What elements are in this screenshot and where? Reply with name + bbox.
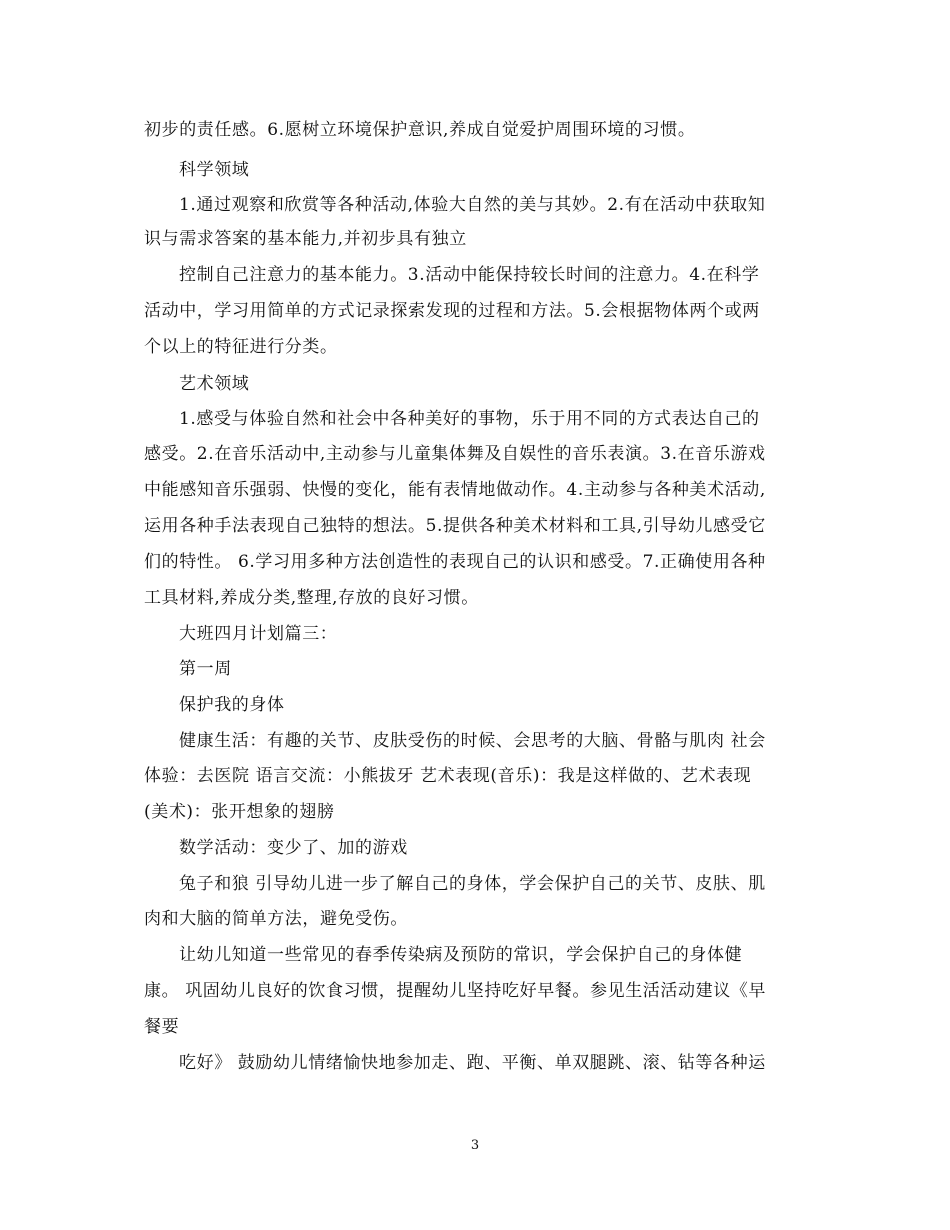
- page-number: 3: [470, 1138, 480, 1153]
- text-line: 健康生活：有趣的关节、皮肤受伤的时候、会思考的大脑、骨骼与肌肉 社会: [179, 731, 766, 751]
- text-line: 康。 巩固幼儿良好的饮食习惯，提醒幼儿坚持吃好早餐。参见生活活动建议《早: [144, 981, 767, 1001]
- section-heading: 科学领域: [179, 160, 250, 180]
- text-line: 兔子和狼 引导幼儿进一步了解自己的身体，学会保护自己的关节、皮肤、肌: [179, 874, 766, 894]
- section-heading: 大班四月计划篇三：: [179, 624, 338, 644]
- text-line: 运用各种手法表现自己独特的想法。5.提供各种美术材料和工具,引导幼儿感受它: [144, 516, 766, 536]
- text-line: 中能感知音乐强弱、快慢的变化，能有表情地做动作。4.主动参与各种美术活动,: [144, 480, 766, 500]
- section-heading: 保护我的身体: [179, 695, 285, 715]
- text-line: 活动中，学习用简单的方式记录探索发现的过程和方法。5.会根据物体两个或两: [144, 301, 760, 321]
- section-heading: 第一周: [179, 659, 232, 679]
- text-line: 工具材料,养成分类,整理,存放的良好习惯。: [144, 588, 479, 608]
- text-line: 体验：去医院 语言交流：小熊拔牙 艺术表现(音乐)：我是这样做的、艺术表现: [144, 766, 752, 786]
- text-line: (美术)：张开想象的翅膀: [144, 802, 335, 822]
- text-line: 1.通过观察和欣赏等各种活动,体验大自然的美与其妙。2.有在活动中获取知: [179, 195, 766, 215]
- text-line: 数学活动：变少了、加的游戏: [179, 838, 408, 858]
- text-line: 吃好》 鼓励幼儿情绪愉快地参加走、跑、平衡、单双腿跳、滚、钻等各种运: [179, 1053, 766, 1073]
- text-line: 餐要: [144, 1017, 180, 1037]
- section-heading: 艺术领域: [179, 374, 250, 394]
- text-line: 1.感受与体验自然和社会中各种美好的事物，乐于用不同的方式表达自己的: [179, 409, 760, 429]
- text-line: 们的特性。 6.学习用多种方法创造性的表现自己的认识和感受。7.正确使用各种: [144, 552, 766, 572]
- text-line: 控制自己注意力的基本能力。3.活动中能保持较长时间的注意力。4.在科学: [179, 265, 760, 285]
- text-line: 识与需求答案的基本能力,并初步具有独立: [144, 229, 467, 249]
- text-line: 肉和大脑的简单方法，避免受伤。: [144, 909, 408, 929]
- text-line: 初步的责任感。6.愿树立环境保护意识,养成自觉爱护周围环境的习惯。: [144, 120, 696, 140]
- text-line: 感受。2.在音乐活动中,主动参与儿童集体舞及自娱性的音乐表演。3.在音乐游戏: [144, 444, 766, 464]
- text-line: 让幼儿知道一些常见的春季传染病及预防的常识，学会保护自己的身体健: [179, 945, 743, 965]
- text-line: 个以上的特征进行分类。: [144, 337, 338, 357]
